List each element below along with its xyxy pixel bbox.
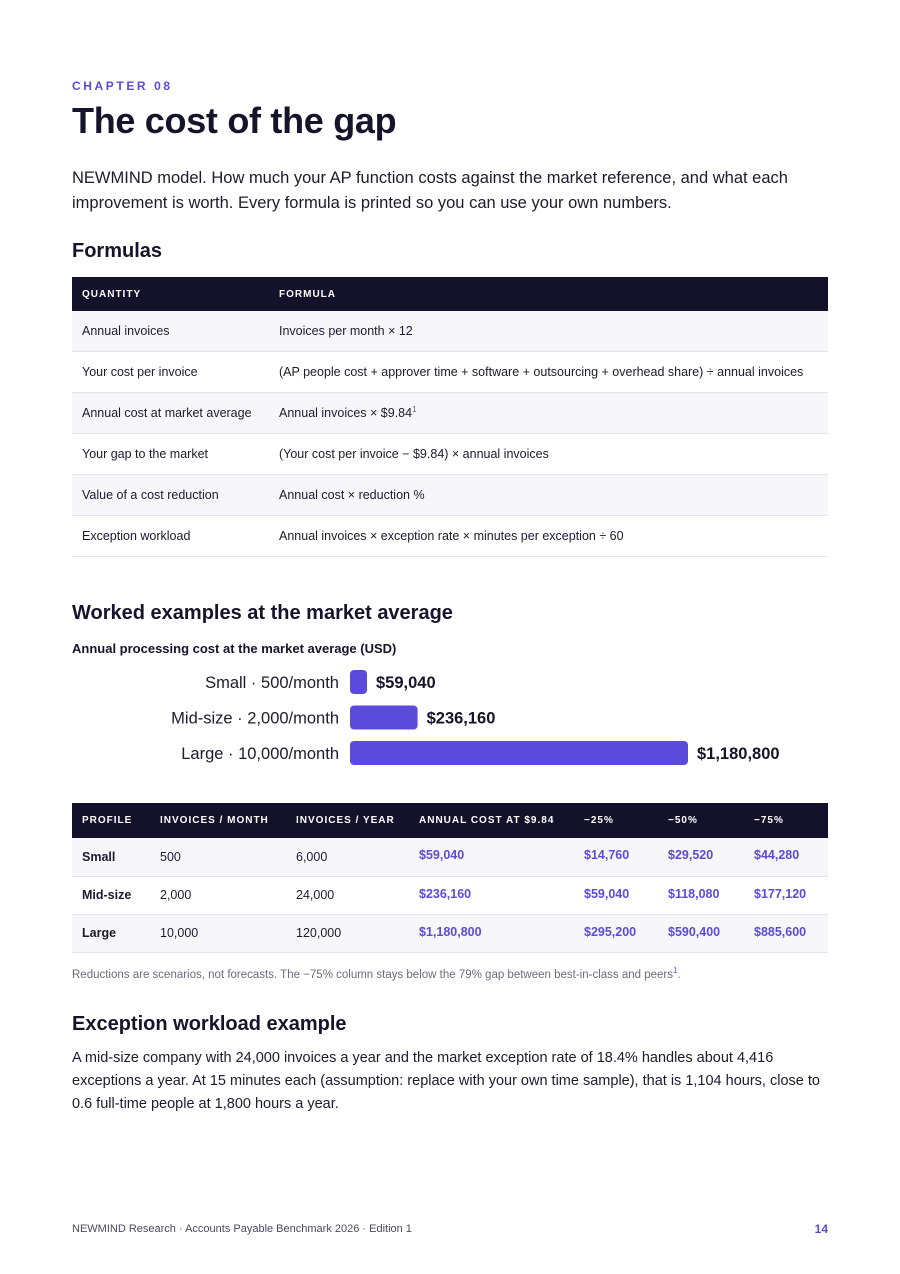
footnote-marker[interactable]: 1 <box>412 404 417 414</box>
worked-examples-table <box>72 803 828 953</box>
reduction-50-cell: $29,520 <box>658 838 744 876</box>
profile-cell: Large <box>72 914 150 952</box>
header-profile: PROFILE <box>72 803 150 838</box>
reduction-75-cell: $885,600 <box>744 914 828 952</box>
table-row <box>72 434 828 475</box>
exception-heading: Exception workload example <box>72 1013 347 1035</box>
reduction-50-cell: $118,080 <box>658 876 744 914</box>
bar-value-label: $1,180,800 <box>697 745 780 763</box>
reductions-note <box>72 966 681 981</box>
note-text: Reductions are scenarios, not forecasts. The −75% column stays below the 79% gap between best-in-class and peers <box>72 969 673 981</box>
annual-cost-cell: $1,180,800 <box>409 914 574 952</box>
formulas-table <box>72 277 828 557</box>
profile-cell: Small <box>72 838 150 876</box>
table-row <box>72 838 828 876</box>
bar-category-label: Large · 10,000/month <box>181 745 339 763</box>
quantity-cell: Your gap to the market <box>72 434 269 475</box>
reduction-75-cell: $44,280 <box>744 838 828 876</box>
table-row <box>72 876 828 914</box>
chapter-kicker: CHAPTER 08 <box>72 79 173 93</box>
bar <box>350 706 418 730</box>
formula-cell <box>269 516 828 557</box>
exception-paragraph: A mid-size company with 24,000 invoices a year and the market exception rate of 18.4% handles about 4,416 exceptions a year. At 15 minutes each (assumption: replace with your own time sample), that is 1,104 hours, close to 0.6 full-time people at 1,800 hours a year. <box>72 1050 820 1112</box>
table-row <box>72 516 828 557</box>
invoices-year-cell: 120,000 <box>286 914 409 952</box>
reduction-25-cell: $295,200 <box>574 914 658 952</box>
reduction-25-cell: $59,040 <box>574 876 658 914</box>
invoices-month-cell: 2,000 <box>150 876 286 914</box>
formula-cell <box>269 352 828 393</box>
worked-examples-heading: Worked examples at the market average <box>72 602 453 624</box>
formula-text: Invoices per month × 12 <box>279 324 413 338</box>
formula-cell <box>269 393 828 434</box>
annual-cost-cell: $59,040 <box>409 838 574 876</box>
reduction-25-cell: $14,760 <box>574 838 658 876</box>
table-row <box>72 393 828 434</box>
footer-credit: NEWMIND Research · Accounts Payable Benchmark 2026 · Edition 1 <box>72 1223 412 1235</box>
table-row <box>72 311 828 352</box>
header-annual-cost: ANNUAL COST AT $9.84 <box>409 803 574 838</box>
quantity-cell: Your cost per invoice <box>72 352 269 393</box>
quantity-cell: Annual cost at market average <box>72 393 269 434</box>
note-end: . <box>677 969 681 981</box>
formula-cell <box>269 475 828 516</box>
chart-title: Annual processing cost at the market average (USD) <box>72 641 397 656</box>
bar-value-label: $236,160 <box>426 709 496 728</box>
intro-paragraph: NEWMIND model. How much your AP function costs against the market reference, and what each improvement is worth. Every formula is printed so you can use your own numbers. <box>72 169 788 212</box>
header-minus-50: −50% <box>658 803 744 838</box>
invoices-month-cell: 500 <box>150 838 286 876</box>
formula-cell <box>269 311 828 352</box>
annual-cost-bar-chart <box>72 664 828 774</box>
table-row <box>72 475 828 516</box>
formulas-header-formula: FORMULA <box>269 277 828 311</box>
reduction-50-cell: $590,400 <box>658 914 744 952</box>
formula-cell <box>269 434 828 475</box>
quantity-cell: Annual invoices <box>72 311 269 352</box>
header-minus-25: −25% <box>574 803 658 838</box>
formula-text: (AP people cost + approver time + software + outsourcing + overhead share) ÷ annual invoices <box>279 365 804 379</box>
formula-text: Annual invoices × exception rate × minutes per exception ÷ 60 <box>279 529 624 543</box>
profile-cell: Mid-size <box>72 876 150 914</box>
formulas-heading: Formulas <box>72 240 163 262</box>
bar <box>350 670 367 694</box>
footnote-marker[interactable]: 1 <box>673 966 678 976</box>
header-minus-75: −75% <box>744 803 828 838</box>
header-invoices-year: INVOICES / YEAR <box>286 803 409 838</box>
bar-category-label: Small · 500/month <box>205 674 339 692</box>
formula-text: Annual cost × reduction % <box>279 488 425 502</box>
annual-cost-cell: $236,160 <box>409 876 574 914</box>
quantity-cell: Value of a cost reduction <box>72 475 269 516</box>
header-invoices-month: INVOICES / MONTH <box>150 803 286 838</box>
invoices-month-cell: 10,000 <box>150 914 286 952</box>
bar-value-label: $59,040 <box>376 674 436 692</box>
invoices-year-cell: 24,000 <box>286 876 409 914</box>
table-row <box>72 914 828 952</box>
bar-category-label: Mid-size · 2,000/month <box>171 709 339 728</box>
bar <box>350 741 688 765</box>
invoices-year-cell: 6,000 <box>286 838 409 876</box>
quantity-cell: Exception workload <box>72 516 269 557</box>
formula-text: Annual invoices × $9.84 <box>279 406 413 420</box>
reduction-75-cell: $177,120 <box>744 876 828 914</box>
table-row <box>72 352 828 393</box>
page-title: The cost of the gap <box>72 100 397 141</box>
formula-text: (Your cost per invoice − $9.84) × annual invoices <box>279 447 549 461</box>
page-number: 14 <box>814 1222 828 1236</box>
formulas-header-quantity: QUANTITY <box>72 277 269 311</box>
